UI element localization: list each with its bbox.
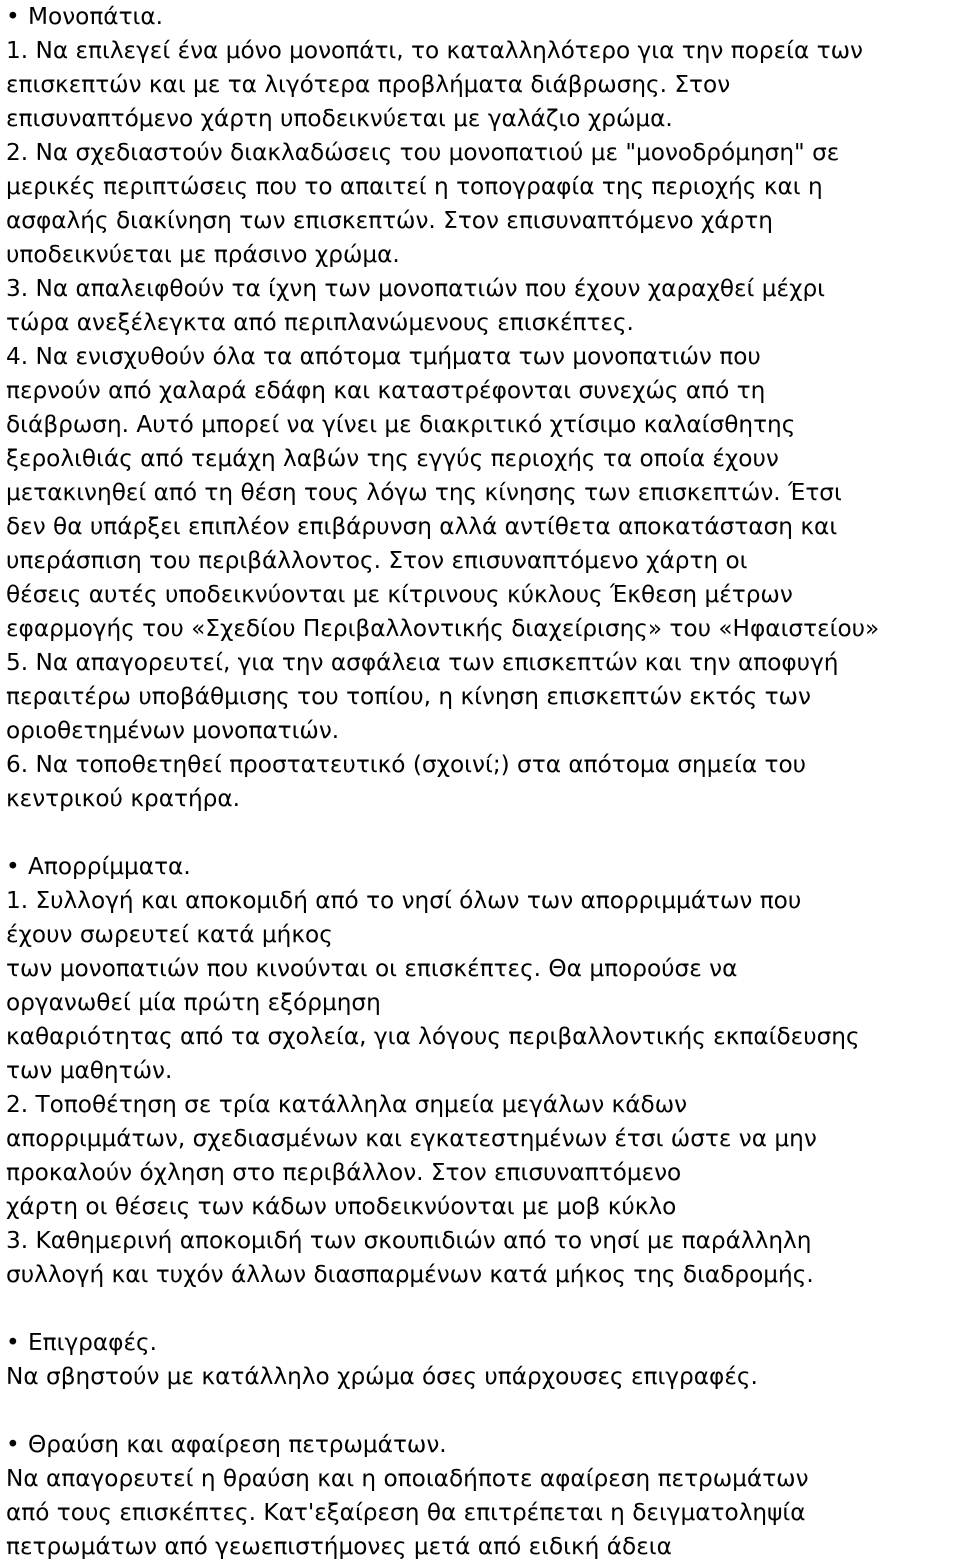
section-title: Επιγραφές. [28, 1329, 157, 1356]
text-line: χάρτη οι θέσεις των κάδων υποδεικνύονται με μοβ κύκλο [6, 1193, 677, 1220]
section-waste [6, 850, 954, 1292]
text-line: των μαθητών. [6, 1057, 173, 1084]
text-line: υπεράσπιση του περιβάλλοντος. Στον επισυναπτόμενο χάρτη οι [6, 547, 748, 574]
text-line: απορριμμάτων, σχεδιασμένων και εγκατεστημένων έτσι ώστε να μην [6, 1125, 817, 1152]
text-line: μετακινηθεί από τη θέση τους λόγω της κίνησης των επισκεπτών. Έτσι [6, 479, 842, 506]
text-line: οργανωθεί μία πρώτη εξόρμηση [6, 989, 381, 1016]
text-line: τώρα ανεξέλεγκτα από περιπλανώμενους επισκέπτες. [6, 309, 634, 336]
section-spacer [6, 1292, 954, 1326]
text-line: 5. Να απαγορευτεί, για την ασφάλεια των επισκεπτών και την αποφυγή [6, 649, 839, 676]
bullet-icon: • [6, 3, 20, 30]
bullet-icon: • [6, 1431, 20, 1458]
text-line: ξερολιθιάς από τεμάχη λαβών της εγγύς περιοχής τα οποία έχουν [6, 445, 779, 472]
text-line: δεν θα υπάρξει επιπλέον επιβάρυνση αλλά αντίθετα αποκατάσταση και [6, 513, 838, 540]
text-line: 4. Να ενισχυθούν όλα τα απότομα τμήματα των μονοπατιών που [6, 343, 761, 370]
text-line: Να σβηστούν με κατάλληλο χρώμα όσες υπάρχουσες επιγραφές. [6, 1363, 758, 1390]
text-line: των μονοπατιών που κινούνται οι επισκέπτες. Θα μπορούσε να [6, 955, 738, 982]
text-line: Να απαγορευτεί η θραύση και η οποιαδήποτε αφαίρεση πετρωμάτων [6, 1465, 809, 1492]
section-rock-removal [6, 1428, 954, 1564]
text-line: 6. Να τοποθετηθεί προστατευτικό (σχοινί;) στα απότομα σημεία του [6, 751, 807, 778]
text-line: θέσεις αυτές υποδεικνύονται με κίτρινους κύκλους Έκθεση μέτρων [6, 581, 793, 608]
text-line: 2. Να σχεδιαστούν διακλαδώσεις του μονοπατιού με "μονοδρόμηση" σε [6, 139, 840, 166]
section-heading [6, 0, 954, 34]
text-line: επισυναπτόμενο χάρτη υποδεικνύεται με γαλάζιο χρώμα. [6, 105, 673, 132]
bullet-icon: • [6, 853, 20, 880]
text-line: 1. Συλλογή και αποκομιδή από το νησί όλων των απορριμμάτων που [6, 887, 802, 914]
text-line: 3. Καθημερινή αποκομιδή των σκουπιδιών από το νησί με παράλληλη [6, 1227, 812, 1254]
bullet-icon: • [6, 1329, 20, 1356]
text-line: εφαρμογής του «Σχεδίου Περιβαλλοντικής διαχείρισης» του «Ηφαιστείου» [6, 615, 880, 642]
text-line: υποδεικνύεται με πράσινο χρώμα. [6, 241, 400, 268]
text-line: έχουν σωρευτεί κατά μήκος [6, 921, 333, 948]
text-line: 1. Να επιλεγεί ένα μόνο μονοπάτι, το καταλληλότερο για την πορεία των [6, 37, 863, 64]
text-line: ασφαλής διακίνηση των επισκεπτών. Στον επισυναπτόμενο χάρτη [6, 207, 773, 234]
section-heading [6, 1326, 954, 1360]
text-line: επισκεπτών και με τα λιγότερα προβλήματα διάβρωσης. Στον [6, 71, 731, 98]
text-line: προκαλούν όχληση στο περιβάλλον. Στον επισυναπτόμενο [6, 1159, 682, 1186]
text-line: από τους επισκέπτες. Κατ'εξαίρεση θα επιτρέπεται η δειγματοληψία [6, 1499, 806, 1526]
text-line: πετρωμάτων από γεωεπιστήμονες μετά από ειδική άδεια [6, 1533, 672, 1560]
text-line: 3. Να απαλειφθούν τα ίχνη των μονοπατιών που έχουν χαραχθεί μέχρι [6, 275, 826, 302]
section-heading [6, 1428, 954, 1462]
section-paths [6, 0, 954, 816]
section-title: Θραύση και αφαίρεση πετρωμάτων. [28, 1431, 447, 1458]
section-spacer [6, 1394, 954, 1428]
section-title: Μονοπάτια. [28, 3, 164, 30]
text-line: περνούν από χαλαρά εδάφη και καταστρέφονται συνεχώς από τη [6, 377, 766, 404]
text-line: καθαριότητας από τα σχολεία, για λόγους περιβαλλοντικής εκπαίδευσης [6, 1023, 860, 1050]
section-spacer [6, 816, 954, 850]
text-line: συλλογή και τυχόν άλλων διασπαρμένων κατά μήκος της διαδρομής. [6, 1261, 814, 1288]
text-line: μερικές περιπτώσεις που το απαιτεί η τοπογραφία της περιοχής και η [6, 173, 823, 200]
text-line: οριοθετημένων μονοπατιών. [6, 717, 340, 744]
section-title: Απορρίμματα. [28, 853, 191, 880]
section-heading [6, 850, 954, 884]
text-line: περαιτέρω υποβάθμισης του τοπίου, η κίνηση επισκεπτών εκτός των [6, 683, 811, 710]
section-inscriptions [6, 1326, 954, 1394]
text-line: διάβρωση. Αυτό μπορεί να γίνει με διακριτικό χτίσιμο καλαίσθητης [6, 411, 796, 438]
text-line: κεντρικού κρατήρα. [6, 785, 241, 812]
text-line: 2. Τοποθέτηση σε τρία κατάλληλα σημεία μεγάλων κάδων [6, 1091, 688, 1118]
